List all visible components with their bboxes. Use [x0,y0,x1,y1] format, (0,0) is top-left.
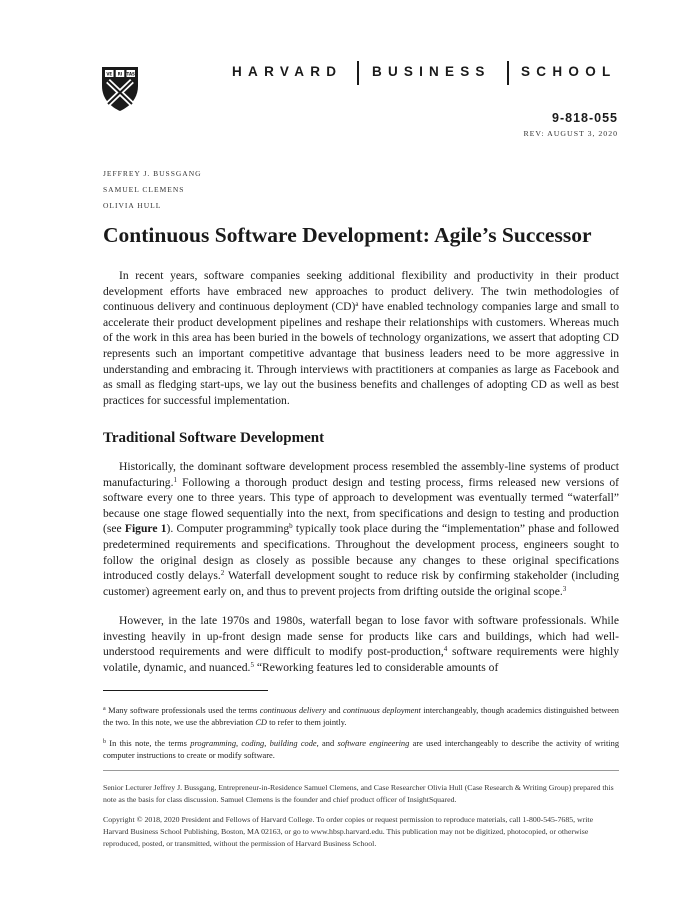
endnote-ref[interactable]: 3 [562,584,567,593]
masthead-harvard: HARVARD [232,64,343,79]
author-name: JEFFREY J. BUSSGANG [103,169,202,178]
masthead-divider [507,61,509,85]
section-heading: Traditional Software Development [103,430,325,446]
revision-date: REV: AUGUST 3, 2020 [523,129,618,138]
document-title: Continuous Software Development: Agile’s Successor [103,223,592,247]
page-divider [103,770,619,771]
intro-paragraph: In recent years, software companies seeking additional flexibility and productivity in their product development efforts have embraced new approaches to product delivery. The twin methodologies of continuous delivery and continuous deployment (CD)$^a$ have enabled technology companies large and small to accelerate their product development pipelines and reshape their relationships with customers. Whereas much of the work in this area has been buried in the bowels of technology organizations, we assert that adopting CD represents such an important competitive advantage that business leaders need to be more aggressive in understanding and embracing it. Through interviews with practitioners at companies as large as Facebook and as small as fledging start-ups, we lay out the business benefits and challenges of adopting CD as well as best practices for successful implementation. [103,269,619,407]
endnote-ref[interactable]: 5 [250,660,254,669]
prepared-by-note: Senior Lecturer Jeffrey J. Bussgang, Entrepreneur-in-Residence Samuel Clemens, and Case Researcher Olivia Hull (Case Research & Writing Group) prepared this note as the basis for class discussion. Samuel Clemens is the founder and chief product officer of InsightSquared. [103,783,614,804]
case-number: 9-818-055 [552,111,618,125]
body-paragraph: Historically, the dominant software development process resembled the assembly-line systems of product manufacturing.$^1$ Following a thorough product design and testing process, firms released new versions of software every one to three years. This type of approach to development was eventually termed “waterfall” because one stage flowed sequentially into the next, from specifications and design to testing and production (see Figure 1). Computer programming$^b$ typically took place during the “implementation” phase and followed predetermined requirements and specifications. Throughout the development process, engineers sought to follow the original design as closely as possible because any changes to these original specifications introduced costly delays.$^2$ Waterfall development sought to reduce risk by confirming stakeholder (including customer) agreement early on, and thus to prevent projects from drifting outside the original scope.$^3$ [103,460,620,598]
hbs-shield-logo [101,66,139,112]
footnote-divider [103,690,268,691]
figure-reference[interactable]: Figure 1 [124,522,167,536]
body-paragraph: However, in the late 1970s and 1980s, waterfall began to lose favor with software professionals. While investing heavily in up-front design made sense for products like cars and buildings, which had well-understood requirements and were difficult to modify post-production,$^4$ software requirements were highly volatile, dynamic, and nuanced.$^5$ “Reworking features led to considerable amounts of [103,614,619,674]
footnote-b: $^b$ In this note, the terms programming, coding, building code, and software engineering are used interchangeably to describe the activity of writing computer instructions to create or modify software. [103,739,620,760]
copyright-notice: Copyright © 2018, 2020 President and Fellows of Harvard College. To order copies or request permission to reproduce materials, call 1-800-545-7685, write Harvard Business School Publishing, Boston, MA 02163, or go to www.hbsp.harvard.edu. This publication may not be digitized, photocopied, or otherwise reproduced, posted, or transmitted, without the permission of Harvard Business School. [103,815,594,848]
footnote-a: $^a$ Many software professionals used the terms continuous delivery and continuous deployment interchangeably, though academics distinguished between the two. In this note, we use the abbreviation CD to refer to them jointly. [103,706,619,727]
author-list [103,166,202,214]
endnote-ref[interactable]: 2 [220,569,225,578]
footnote-ref-b[interactable]: b [289,522,293,531]
svg-text:RI: RI [117,71,123,77]
masthead-divider [357,61,359,85]
author-name: SAMUEL CLEMENS [103,185,185,194]
svg-text:VE: VE [106,71,113,77]
svg-text:TAS: TAS [126,71,135,77]
endnote-ref[interactable]: 4 [443,645,448,654]
footnote-ref-a[interactable]: a [355,300,359,309]
masthead-business: BUSINESS [372,64,491,79]
endnote-ref[interactable]: 1 [173,475,178,484]
school-masthead [232,63,620,81]
author-name: OLIVIA HULL [103,201,162,210]
masthead-school: SCHOOL [521,64,617,79]
